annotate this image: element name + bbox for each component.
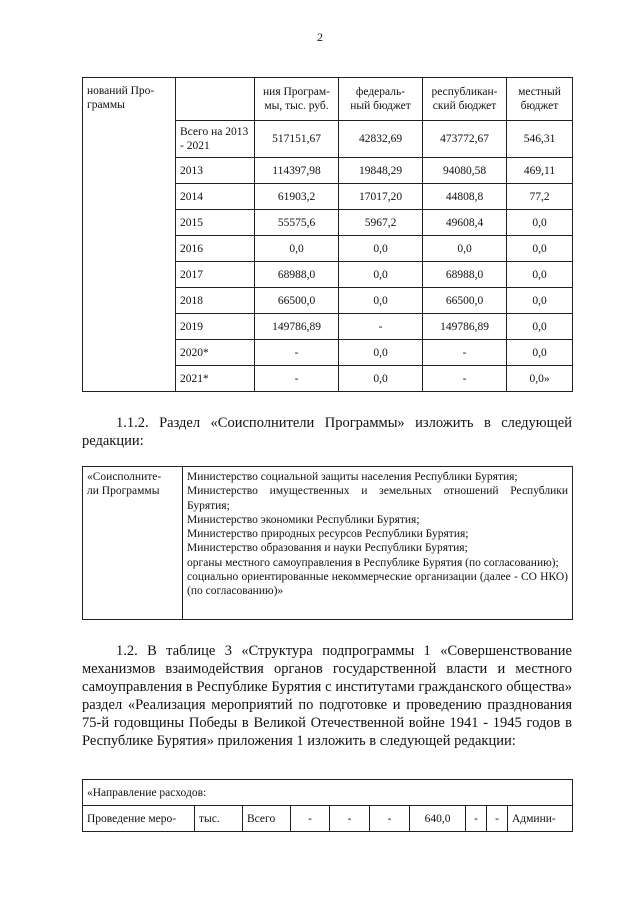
budget-header-year [176, 78, 255, 121]
coexecutors-label: «Соисполните- ли Программы [87, 471, 162, 498]
structure-table [82, 779, 573, 832]
year-cell: 2015 [176, 210, 255, 236]
program-name-label: нований Про- граммы [87, 85, 155, 111]
federal-cell: 5967,2 [339, 210, 423, 236]
republic-cell: - [423, 366, 507, 392]
total-cell: 114397,98 [255, 158, 339, 184]
budget-header-row [83, 78, 573, 121]
table-row [83, 780, 573, 806]
list-item: Министерство экономики Республики Бурятия; [187, 513, 420, 526]
local-cell: 0,0 [507, 236, 573, 262]
activity-cell: Проведение меро- [83, 806, 195, 832]
header-federal-label: федераль- ный бюджет [350, 86, 411, 112]
year-cell: 2018 [176, 288, 255, 314]
republic-cell: 66500,0 [423, 288, 507, 314]
republic-cell: 149786,89 [423, 314, 507, 340]
local-cell: 469,11 [507, 158, 573, 184]
republic-cell: 68988,0 [423, 262, 507, 288]
value-cell: - [330, 806, 370, 832]
header-total-label: ния Програм- мы, тыс. руб. [263, 86, 330, 112]
federal-cell: 0,0 [339, 236, 423, 262]
paragraph-1-1-2 [82, 414, 572, 450]
paragraph-1-2-text: 1.2. В таблице 3 «Структура подпрограммы 1 «Совершенствование механизмов взаимодействия органов государственной власти и местного самоуправления в Республике Бурятия с институтами гражданского общества» раздел «Реализация мероприятий по подготовке и проведению празднования 75-й годовщины Победы в Великой Отечественной войне 1941 - 1945 годов в Республике Бурятия» приложения 1 изложить в следующей редакции: [82, 643, 572, 749]
list-item: Министерство образования и науки Республики Бурятия; [187, 542, 468, 555]
table-row [83, 467, 573, 620]
total-label-cell: Всего [243, 806, 291, 832]
budget-header-republic [423, 78, 507, 121]
total-cell: 55575,6 [255, 210, 339, 236]
year-cell: 2013 [176, 158, 255, 184]
federal-cell: 42832,69 [339, 121, 423, 158]
federal-cell: 0,0 [339, 366, 423, 392]
executor-cell: Админи- [508, 806, 573, 832]
list-item: социально ориентированные некоммерческие организации (далее - СО НКО) (по согласованию)» [187, 571, 568, 598]
budget-header-federal [339, 78, 423, 121]
federal-cell: - [339, 314, 423, 340]
year-cell: 2016 [176, 236, 255, 262]
value-cell: - [291, 806, 330, 832]
header-local-label: местный бюджет [518, 86, 561, 112]
local-cell: 0,0 [507, 314, 573, 340]
year-cell: 2014 [176, 184, 255, 210]
total-cell: 61903,2 [255, 184, 339, 210]
federal-cell: 0,0 [339, 288, 423, 314]
republic-cell: 44808,8 [423, 184, 507, 210]
total-cell: - [255, 340, 339, 366]
table-row [83, 806, 573, 832]
year-cell: 2021* [176, 366, 255, 392]
year-cell: 2017 [176, 262, 255, 288]
republic-cell: 473772,67 [423, 121, 507, 158]
program-name-cell [83, 78, 176, 392]
local-cell: 77,2 [507, 184, 573, 210]
value-cell: - [370, 806, 410, 832]
republic-cell: 0,0 [423, 236, 507, 262]
total-cell: 66500,0 [255, 288, 339, 314]
coexecutors-list-cell [183, 467, 573, 620]
list-item: Министерство имущественных и земельных отношений Республики Бурятия; [187, 485, 568, 512]
total-cell: 149786,89 [255, 314, 339, 340]
republic-cell: 49608,4 [423, 210, 507, 236]
value-cell: - [487, 806, 508, 832]
year-cell: 2020* [176, 340, 255, 366]
year-cell: Всего на 2013 - 2021 [176, 121, 255, 158]
paragraph-1-1-2-text: 1.1.2. Раздел «Соисполнители Программы» изложить в следующей редакции: [82, 415, 572, 449]
value-cell: 640,0 [410, 806, 466, 832]
total-cell: 517151,67 [255, 121, 339, 158]
republic-cell: - [423, 340, 507, 366]
total-cell: 68988,0 [255, 262, 339, 288]
local-cell: 546,31 [507, 121, 573, 158]
value-cell: - [466, 806, 487, 832]
republic-cell: 94080,58 [423, 158, 507, 184]
local-cell: 0,0 [507, 262, 573, 288]
budget-table [82, 77, 573, 392]
year-cell: 2019 [176, 314, 255, 340]
list-item: Министерство природных ресурсов Республики Бурятия; [187, 528, 469, 541]
unit-cell: тыс. [195, 806, 243, 832]
coexecutors-table [82, 466, 573, 620]
local-cell: 0,0 [507, 288, 573, 314]
paragraph-1-2 [82, 642, 572, 750]
page-number: 2 [317, 30, 323, 44]
list-item: органы местного самоуправления в Республике Бурятия (по согласованию); [187, 556, 559, 569]
federal-cell: 19848,29 [339, 158, 423, 184]
federal-cell: 17017,20 [339, 184, 423, 210]
local-cell: 0,0 [507, 340, 573, 366]
total-cell: - [255, 366, 339, 392]
budget-header-local [507, 78, 573, 121]
local-cell: 0,0» [507, 366, 573, 392]
header-republic-label: республикан- ский бюджет [431, 86, 498, 112]
total-cell: 0,0 [255, 236, 339, 262]
budget-header-total [255, 78, 339, 121]
expense-direction-header: «Направление расходов: [83, 780, 573, 806]
list-item: Министерство социальной защиты населения Республики Бурятия; [187, 471, 518, 483]
coexecutors-label-cell [83, 467, 183, 620]
federal-cell: 0,0 [339, 262, 423, 288]
federal-cell: 0,0 [339, 340, 423, 366]
local-cell: 0,0 [507, 210, 573, 236]
